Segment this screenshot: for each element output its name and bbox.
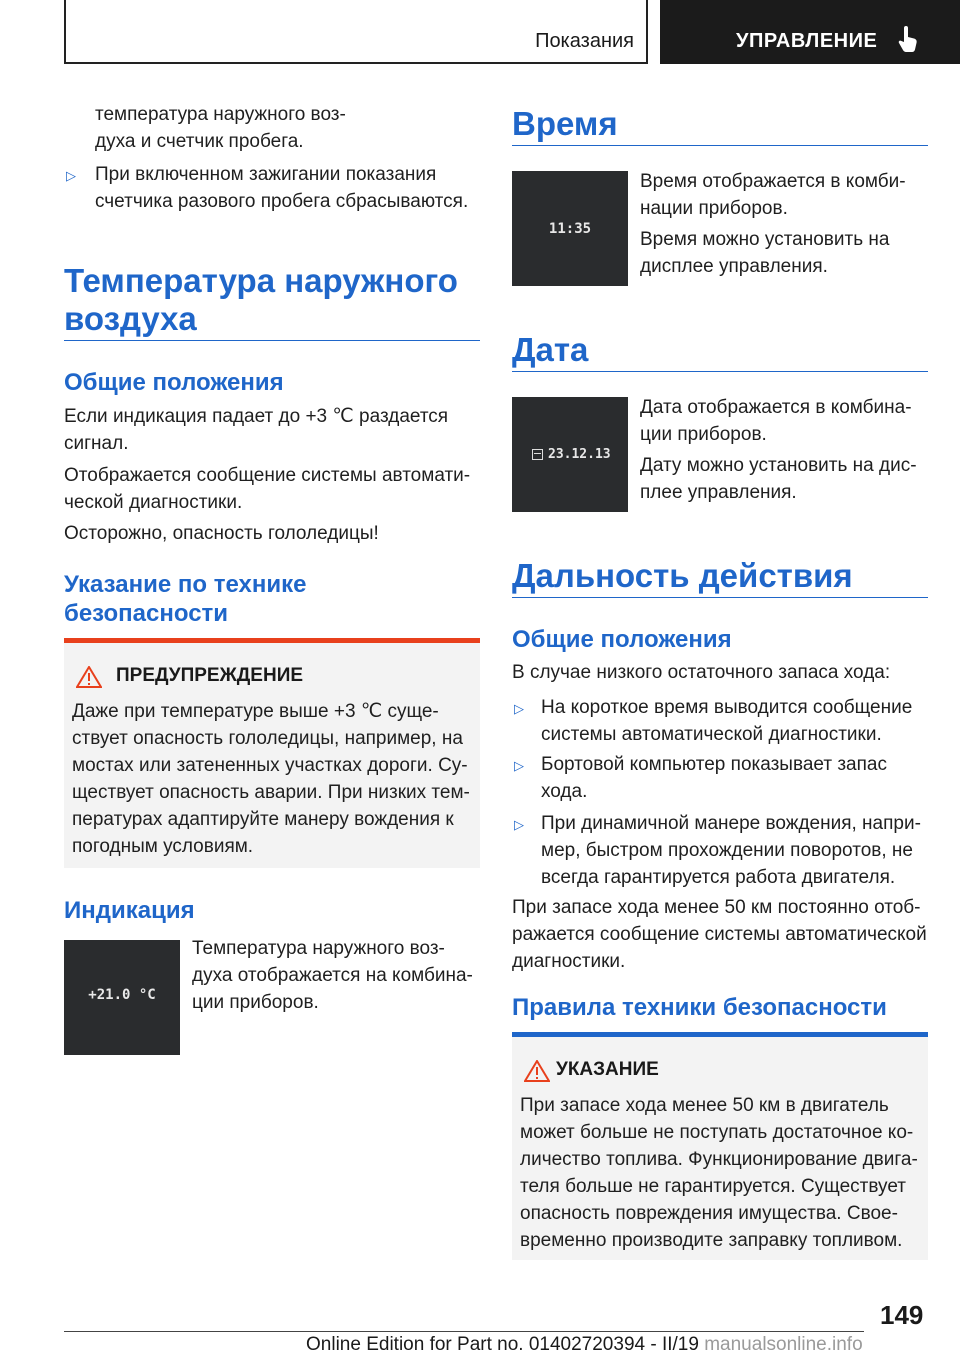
- note-text-line: может больше не поступать достаточное ко-: [520, 1122, 914, 1143]
- subsection-heading: Правила техники безопасности: [512, 994, 887, 1021]
- section-rule: [512, 597, 928, 598]
- footer-rule: [64, 1331, 864, 1332]
- paragraph-line: Температура наружного воз-: [192, 938, 445, 959]
- paragraph-line: Дата отображается в комбина-: [640, 397, 912, 418]
- header-chapter-tab: [660, 0, 960, 64]
- bullet-text-line: Бортовой компьютер показывает запас: [541, 754, 887, 775]
- page-number: 149: [880, 1300, 924, 1330]
- bullet-text-line: системы автоматической диагностики.: [541, 724, 882, 745]
- bullet-text-line: всегда гарантируется работа двигателя.: [541, 867, 896, 888]
- note-box: [512, 1032, 928, 1260]
- warning-text-line: ществует опасность аварии. При низких тем-: [72, 782, 470, 803]
- note-bar: [512, 1032, 928, 1037]
- calendar-icon: [532, 448, 543, 460]
- section-heading: Дальность действия: [512, 557, 853, 594]
- note-text-line: опасность повреждения имущества. Свое-: [520, 1203, 898, 1224]
- warning-text-line: пературах адаптируйте манеру вождения к: [72, 809, 454, 830]
- temperature-display-image: [64, 940, 180, 1055]
- time-readout: 11:35: [548, 221, 592, 237]
- header-chapter-label: УПРАВЛЕНИЕ: [736, 30, 878, 52]
- section-heading: Дата: [512, 331, 589, 368]
- note-text-line: временно производите заправку топливом.: [520, 1230, 903, 1251]
- paragraph-line: Дату можно установить на дис-: [640, 455, 917, 476]
- section-heading: Температура наружного: [64, 262, 458, 299]
- subsection-heading: Общие положения: [512, 626, 732, 653]
- bullet-text-line: хода.: [541, 781, 588, 802]
- bullet-text-line: счетчика разового пробега сбрасываются.: [95, 191, 469, 212]
- triangle-bullet-icon: ▷: [514, 758, 524, 773]
- bullet-text-line: мер, быстром прохождении поворотов, не: [541, 840, 913, 861]
- footer-watermark: manualsonline.info: [704, 1334, 863, 1355]
- paragraph-line: Время можно установить на: [640, 229, 890, 250]
- footer-edition: [306, 1334, 863, 1356]
- warning-triangle-icon: [524, 1060, 550, 1082]
- paragraph-line: ции приборов.: [640, 424, 767, 445]
- note-text-line: При запасе хода менее 50 км в двигатель: [520, 1095, 889, 1116]
- paragraph-line: сигнал.: [64, 433, 129, 454]
- warning-box: [64, 638, 480, 868]
- time-display-image: [512, 171, 628, 286]
- triangle-bullet-icon: ▷: [514, 817, 524, 832]
- paragraph-line: диагностики.: [512, 951, 626, 972]
- footer-edition-text: Online Edition for Part no. 01402720394 - II/19: [306, 1334, 699, 1355]
- note-text-line: теля больше не гарантируется. Существует: [520, 1176, 906, 1197]
- warning-text-line: мостах или затененных участках дороги. Су-: [72, 755, 468, 776]
- temperature-readout: +21.0 °C: [88, 987, 156, 1003]
- bullet-text-line: На короткое время выводится сообщение: [541, 697, 913, 718]
- paragraph-line: нации приборов.: [640, 198, 788, 219]
- subsection-heading: Указание по технике: [64, 571, 307, 598]
- paragraph-line: Отображается сообщение системы автомати-: [64, 465, 471, 486]
- hand-pointer-icon: [898, 26, 918, 52]
- date-readout: 23.12.13: [548, 447, 611, 462]
- triangle-bullet-icon: ▷: [514, 701, 524, 716]
- continuation-line-2: духа и счетчик пробега.: [95, 131, 304, 152]
- header-section-label: Показания: [535, 30, 634, 52]
- subsection-heading: Индикация: [64, 897, 195, 924]
- triangle-bullet-icon: ▷: [66, 168, 76, 183]
- warning-text-line: погодным условиям.: [72, 836, 254, 857]
- subsection-heading: Общие положения: [64, 369, 284, 396]
- warning-title: ПРЕДУПРЕЖДЕНИЕ: [116, 665, 304, 686]
- paragraph-line: При запасе хода менее 50 км постоянно отоб-: [512, 897, 921, 918]
- bullet-text-line: При включенном зажигании показания: [95, 164, 437, 185]
- paragraph-line: духа отображается на комбина-: [192, 965, 473, 986]
- header-section-tab: [64, 0, 648, 64]
- continuation-line-1: температура наружного воз-: [95, 104, 346, 125]
- paragraph-line: ческой диагностики.: [64, 492, 243, 513]
- paragraph-line: Если индикация падает до +3 ℃ раздается: [64, 406, 449, 427]
- paragraph-line: ражается сообщение системы автоматической: [512, 924, 927, 945]
- paragraph-line: ции приборов.: [192, 992, 319, 1013]
- note-text-line: личество топлива. Функционирование двига-: [520, 1149, 918, 1170]
- paragraph-line: плее управления.: [640, 482, 797, 503]
- paragraph-line: дисплее управления.: [640, 256, 828, 277]
- warning-text-line: Даже при температуре выше +3 ℃ суще-: [72, 701, 439, 722]
- bullet-text-line: При динамичной манере вождения, напри-: [541, 813, 921, 834]
- section-rule: [512, 371, 928, 372]
- section-heading: воздуха: [64, 300, 197, 337]
- section-rule: [512, 145, 928, 146]
- warning-bar: [64, 638, 480, 643]
- section-heading: Время: [512, 105, 618, 142]
- note-title: УКАЗАНИЕ: [556, 1059, 659, 1080]
- warning-triangle-icon: [76, 666, 102, 688]
- date-display-image: [512, 397, 628, 512]
- paragraph-line: Время отображается в комби-: [640, 171, 906, 192]
- paragraph-line: В случае низкого остаточного запаса хода:: [512, 662, 891, 683]
- paragraph-line: Осторожно, опасность гололедицы!: [64, 523, 379, 544]
- warning-text-line: ствует опасность гололедицы, например, на: [72, 728, 463, 749]
- subsection-heading: безопасности: [64, 600, 229, 627]
- section-rule: [64, 340, 480, 341]
